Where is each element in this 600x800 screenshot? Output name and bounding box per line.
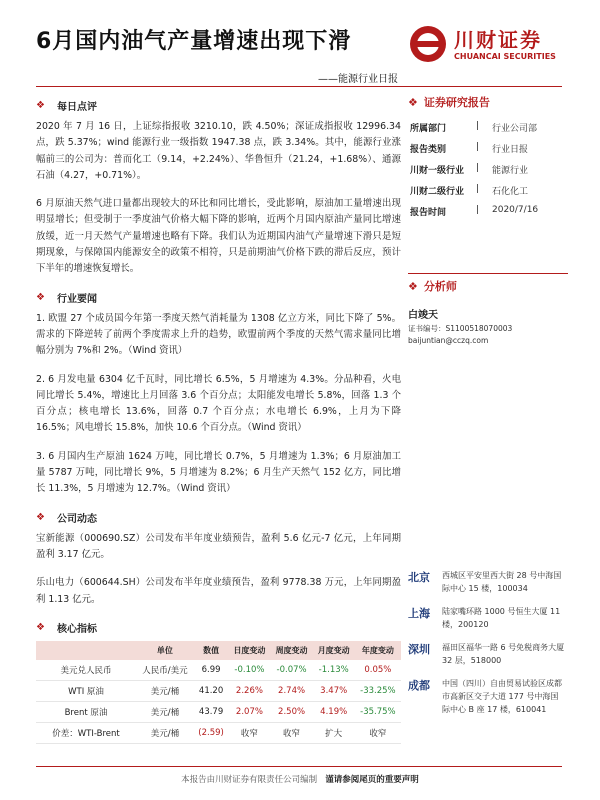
info-row bbox=[410, 118, 538, 137]
logo-text-cn: 川财证券 bbox=[454, 28, 542, 52]
info-value: 行业公司部 bbox=[492, 124, 538, 134]
table-header-cell: 年度变动 bbox=[355, 641, 401, 660]
info-row bbox=[410, 181, 538, 200]
logo-emblem-icon bbox=[408, 24, 448, 64]
table-row bbox=[36, 701, 401, 722]
info-value: 行业日报 bbox=[492, 145, 529, 155]
office-shenzhen bbox=[408, 641, 568, 667]
info-value: 石化化工 bbox=[492, 187, 529, 197]
info-key: 报告类别 bbox=[410, 145, 447, 155]
section-industry-heading bbox=[36, 290, 401, 305]
info-key: 所属部门 bbox=[410, 124, 447, 134]
office-chengdu bbox=[408, 677, 568, 716]
office-city: 成都 bbox=[408, 679, 430, 692]
office-address: 福田区福华一路 6 号免税商务大厦 32 层，518000 bbox=[442, 643, 565, 665]
office-address: 陆家嘴环路 1000 号恒生大厦 11 楼，200120 bbox=[442, 607, 561, 629]
footer-divider bbox=[36, 766, 562, 767]
company-logo bbox=[408, 22, 568, 68]
indices-table bbox=[36, 641, 401, 744]
sidebar-column bbox=[408, 92, 568, 716]
table-cell: 2.07% bbox=[228, 701, 270, 722]
office-city: 上海 bbox=[408, 607, 430, 620]
table-cell: 41.20 bbox=[194, 680, 229, 701]
diamond-bullet-icon: ❖ bbox=[36, 511, 45, 523]
office-city: 北京 bbox=[408, 571, 430, 584]
table-header-cell: 数值 bbox=[194, 641, 229, 660]
logo-text-en: CHUANCAI SECURITIES bbox=[454, 52, 556, 61]
report-subtitle: ——能源行业日报 bbox=[318, 74, 398, 85]
footer-text: 本报告由川财证券有限责任公司编制 bbox=[181, 775, 318, 785]
info-value: 能源行业 bbox=[492, 166, 529, 176]
main-column bbox=[36, 92, 401, 744]
table-cell: 美元/桶 bbox=[136, 701, 194, 722]
table-cell: 收窄 bbox=[355, 722, 401, 743]
table-header-cell: 日度变动 bbox=[228, 641, 270, 660]
industry-paragraph: 3. 6 月国内生产原油 1624 万吨，同比增长 0.7%，5 月增速为 1.3%；6 月原油加工量 5787 万吨，同比增长 9%，5 月增速为 8.2%；6 月生产天然气 152 亿方，同比增长 11.3%，5 月增速为 12.7%。（Wind 资讯） bbox=[36, 450, 401, 495]
table-cell: 43.79 bbox=[194, 701, 229, 722]
section-title: 公司动态 bbox=[56, 513, 97, 525]
info-key: 川财二级行业 bbox=[410, 187, 465, 197]
info-value: 2020/7/16 bbox=[492, 205, 539, 215]
analyst-cert: 证书编号：S1100518070003 bbox=[408, 324, 513, 333]
table-header-cell bbox=[36, 641, 136, 660]
page-title: 6月国内油气产量增速出现下滑 bbox=[36, 29, 352, 54]
table-row bbox=[36, 680, 401, 701]
table-cell: Brent 原油 bbox=[36, 701, 136, 722]
table-cell: 价差：WTI-Brent bbox=[36, 722, 136, 743]
table-cell: 4.19% bbox=[313, 701, 355, 722]
daily-paragraph: 6 月原油天然气进口量都出现较大的环比和同比增长，受此影响，原油加工量增速出现明显增长；但受制于一季度油气价格大幅下降的影响，近两个月国内原油产量同比增速放缓，近一月天然气产量增速也略有下降。我们认为近期国内油气产量增速下滑只是短期现象，与保障国内能源安全的政策不相符，只是前期油气价格下跌的滞后反应，预计下半年的增速恢复增长。 bbox=[36, 198, 401, 275]
table-cell: 2.50% bbox=[271, 701, 313, 722]
diamond-bullet-icon: ❖ bbox=[36, 621, 45, 633]
company-paragraph: 乐山电力（600644.SH）公司发布半年度业绩预告，盈利 9778.38 万元，上年同期盈利 1.13 亿元。 bbox=[36, 577, 401, 605]
info-separator: | bbox=[476, 205, 480, 215]
section-title: 每日点评 bbox=[56, 102, 97, 113]
analyst-heading bbox=[408, 278, 568, 294]
table-cell: (2.59) bbox=[194, 722, 229, 743]
table-cell: 收窄 bbox=[271, 722, 313, 743]
sidebar-spacer bbox=[408, 347, 568, 559]
table-cell: 美元/桶 bbox=[136, 722, 194, 743]
info-row bbox=[410, 160, 538, 179]
report-info-heading bbox=[408, 94, 568, 110]
diamond-bullet-icon: ❖ bbox=[408, 279, 418, 293]
diamond-bullet-icon: ❖ bbox=[36, 100, 45, 111]
header-divider bbox=[36, 86, 562, 87]
report-head-label: 证券研究报告 bbox=[423, 96, 490, 109]
daily-paragraph: 2020 年 7 月 16 日，上证综指报收 3210.10，跌 4.50%；深证成指报收 12996.34 点，跌 5.37%；wind 能源行业一级指数 1947.38 点，跌 3.34%。其中，能源行业涨幅前三的公司为：普而化工（9.14，+2.24%）、华鲁恒升（21.24，+1.68%）、通源石油（4.27，+0.71%）。 bbox=[36, 121, 401, 181]
table-cell: 6.99 bbox=[194, 660, 229, 681]
info-row bbox=[410, 139, 538, 158]
table-cell: 0.05% bbox=[355, 660, 401, 681]
table-cell: -33.25% bbox=[355, 680, 401, 701]
section-company-heading bbox=[36, 510, 401, 525]
info-separator: | bbox=[476, 121, 480, 131]
office-address: 中国（四川）自由贸易试验区成都市高新区交子大道 177 号中海国际中心 B 座 17 楼，610041 bbox=[442, 679, 562, 714]
table-header-row bbox=[36, 641, 401, 660]
table-cell: 3.47% bbox=[313, 680, 355, 701]
table-cell: 扩大 bbox=[313, 722, 355, 743]
diamond-bullet-icon: ❖ bbox=[36, 291, 45, 303]
diamond-bullet-icon: ❖ bbox=[408, 95, 418, 109]
table-row bbox=[36, 722, 401, 743]
report-info-table bbox=[408, 116, 540, 223]
table-cell: 2.74% bbox=[271, 680, 313, 701]
page-footer bbox=[0, 773, 600, 785]
company-paragraph: 宝新能源（000690.SZ）公司发布半年度业绩预告，盈利 5.6 亿元-7 亿元，上年同期盈利 3.17 亿元。 bbox=[36, 532, 401, 560]
table-cell: -1.13% bbox=[313, 660, 355, 681]
table-cell: 2.26% bbox=[228, 680, 270, 701]
info-row bbox=[410, 202, 538, 221]
office-city: 深圳 bbox=[408, 643, 430, 656]
analyst-head-label: 分析师 bbox=[423, 280, 457, 293]
table-cell: -0.10% bbox=[228, 660, 270, 681]
analyst-name: 白竣天 bbox=[408, 310, 438, 321]
table-cell: 收窄 bbox=[228, 722, 270, 743]
industry-paragraph: 2. 6 月发电量 6304 亿千瓦时，同比增长 6.5%，5 月增速为 4.3%。分品种看，火电同比增长 5.4%，增速比上月回落 3.6 个百分点；太阳能发电增长 5.8%，回落 1.3 个百分点；核电增长 13.6%，回落 0.7 个百分点；水电增长 6.9%，上月为下降 16.5%；风电增长 15.8%，加快 10.6 个百分点。（Wind 资讯） bbox=[36, 373, 401, 434]
industry-paragraph: 1. 欧盟 27 个成员国今年第一季度天然气消耗量为 1308 亿立方米，同比下降了 5%。需求的下降逆转了前两个季度需求上升的趋势，欧盟前两个季度的天然气需求量同比增幅分别为 7%和 2%。（Wind 资讯） bbox=[36, 312, 401, 357]
info-separator: | bbox=[476, 163, 480, 173]
section-title: 行业要闻 bbox=[56, 293, 97, 305]
sidebar-divider bbox=[408, 273, 568, 274]
table-header-cell: 月度变动 bbox=[313, 641, 355, 660]
table-row bbox=[36, 660, 401, 681]
table-header-cell: 周度变动 bbox=[271, 641, 313, 660]
office-beijing bbox=[408, 569, 568, 595]
info-separator: | bbox=[476, 142, 480, 152]
table-cell: 人民币/美元 bbox=[136, 660, 194, 681]
info-key: 报告时间 bbox=[410, 208, 447, 218]
section-title: 核心指标 bbox=[56, 623, 97, 635]
footer-notice: 谨请参阅尾页的重要声明 bbox=[325, 775, 419, 785]
table-cell: WTI 原油 bbox=[36, 680, 136, 701]
section-indices-heading bbox=[36, 620, 401, 635]
table-cell: 美元兑人民币 bbox=[36, 660, 136, 681]
office-shanghai bbox=[408, 605, 568, 631]
office-address: 西城区平安里西大街 28 号中海国际中心 15 楼，100034 bbox=[442, 571, 562, 593]
table-cell: 美元/桶 bbox=[136, 680, 194, 701]
section-daily-heading bbox=[36, 98, 401, 113]
table-header-cell: 单位 bbox=[136, 641, 194, 660]
table-cell: -0.07% bbox=[271, 660, 313, 681]
info-separator: | bbox=[476, 184, 480, 194]
analyst-email[interactable]: baijuntian@cczq.com bbox=[408, 336, 489, 345]
info-key: 川财一级行业 bbox=[410, 166, 465, 176]
table-cell: -35.75% bbox=[355, 701, 401, 722]
